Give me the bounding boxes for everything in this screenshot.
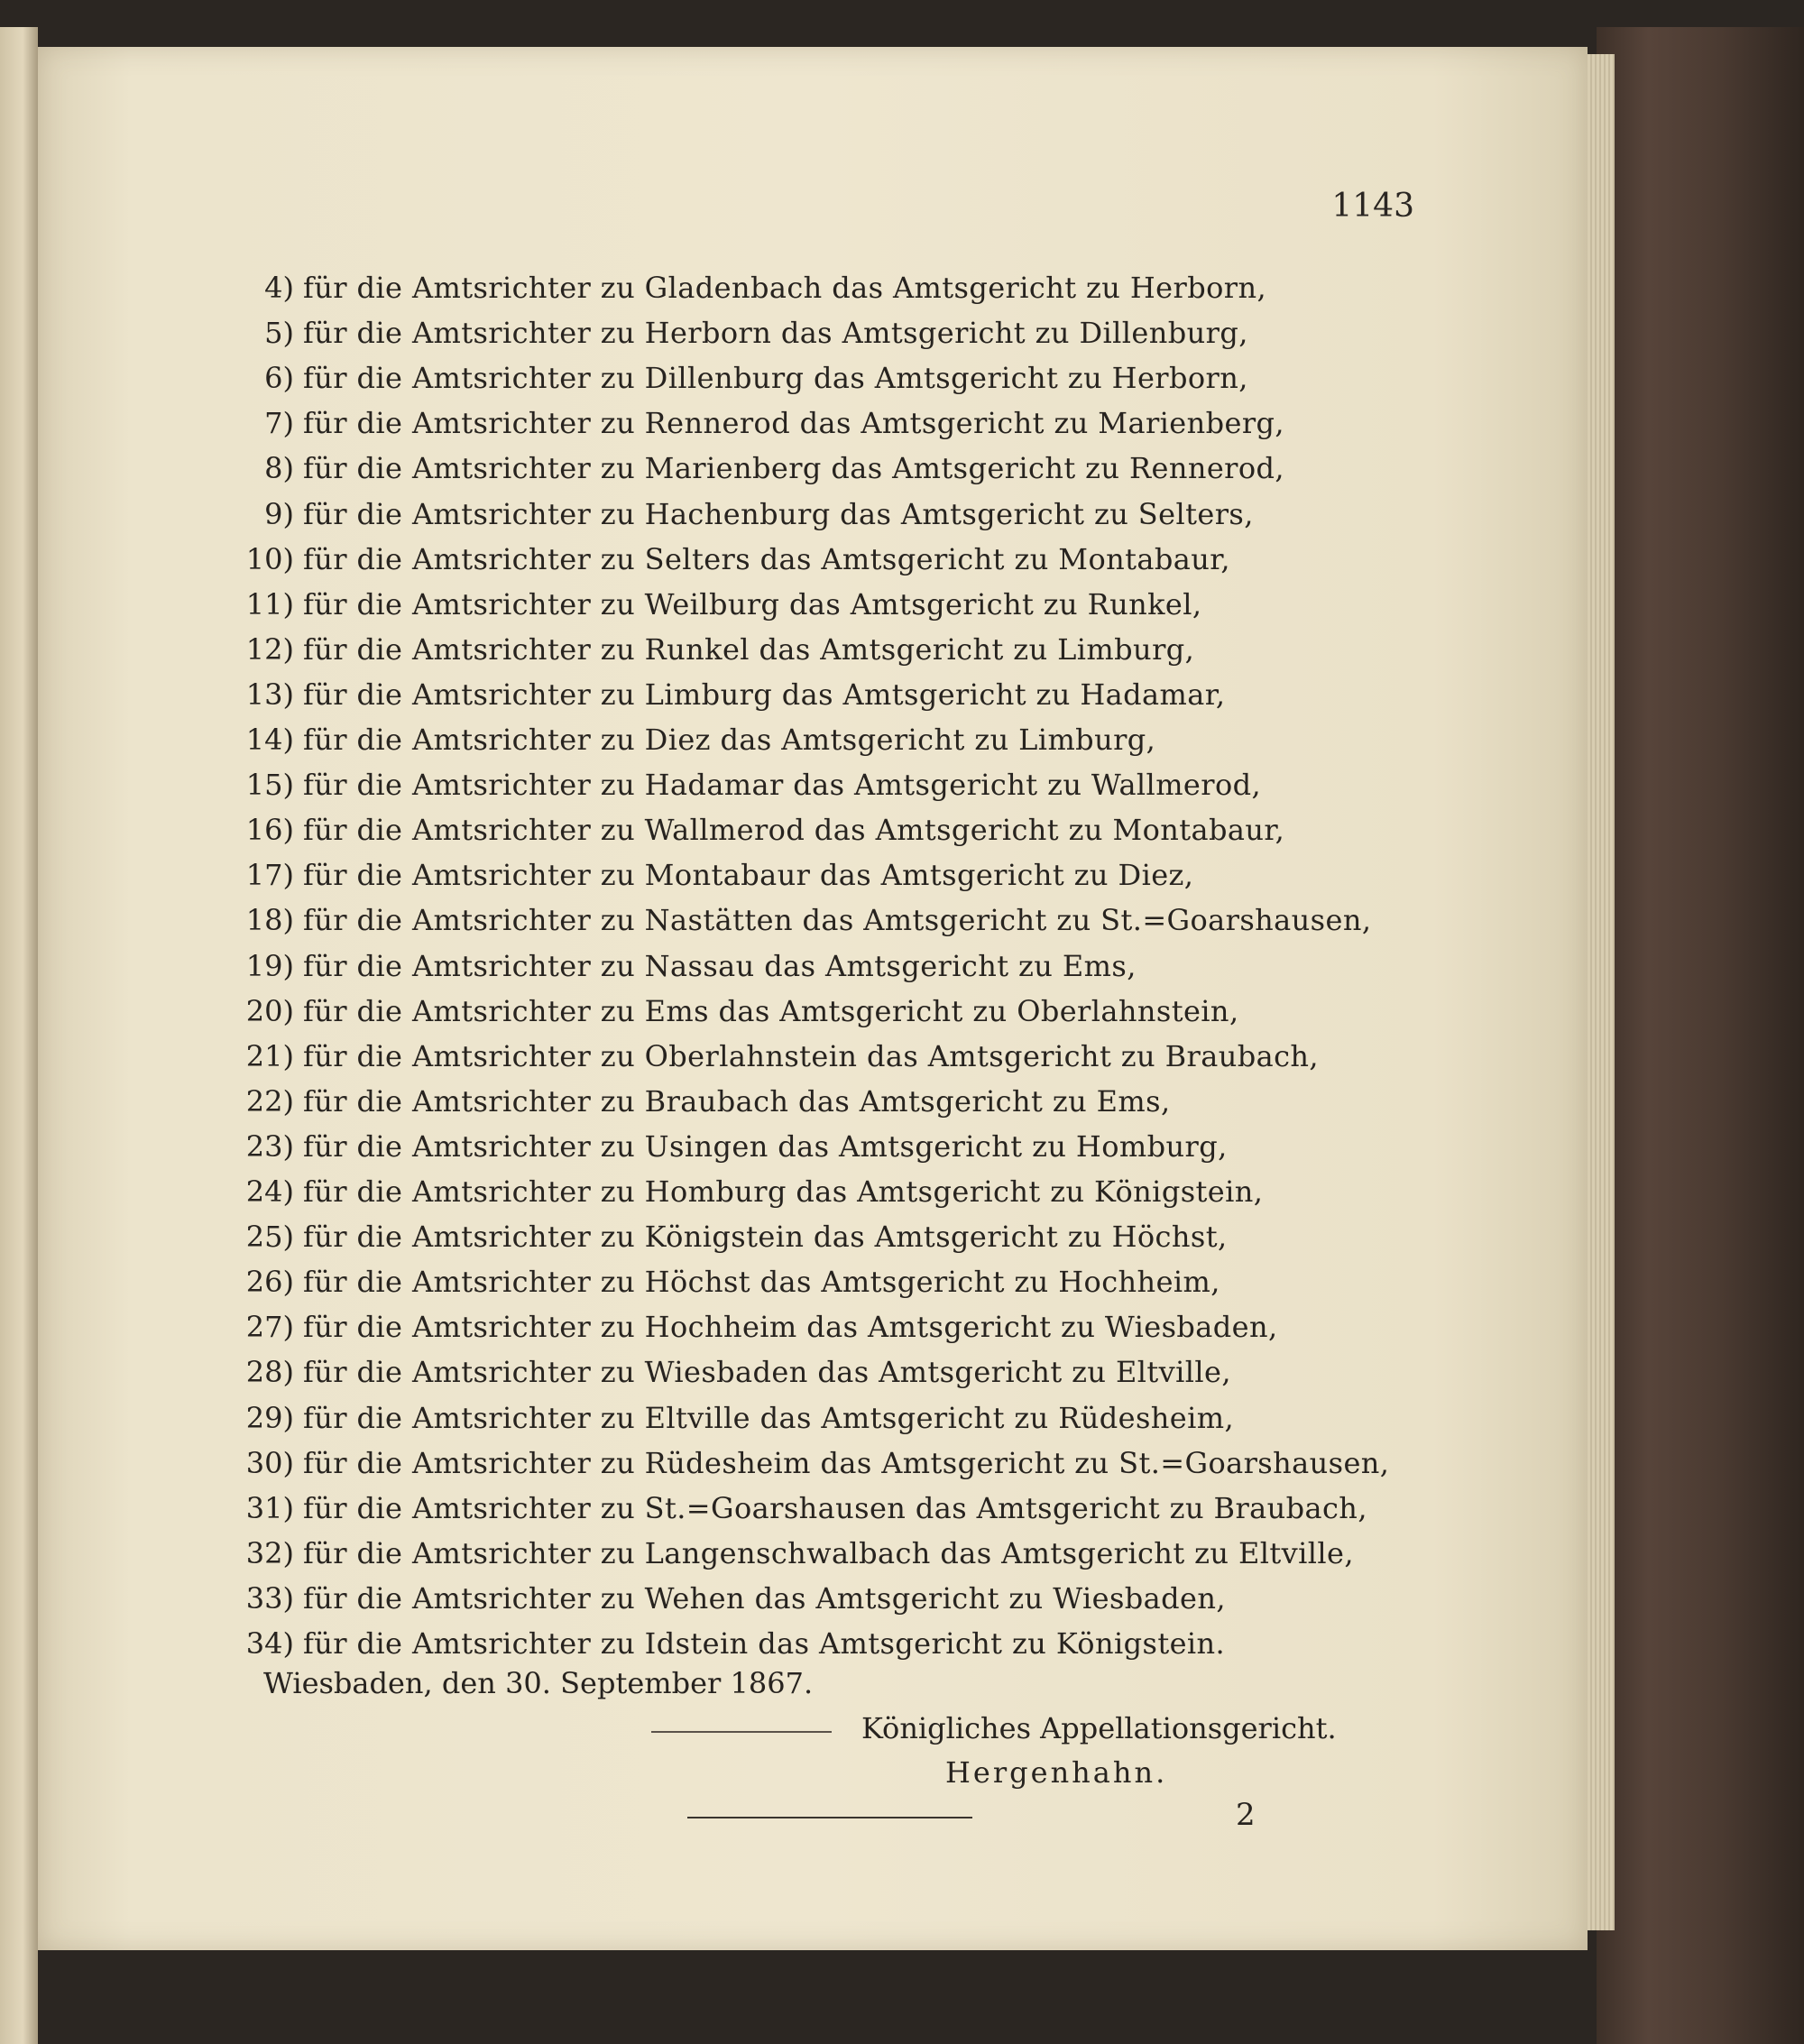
item-text: für die Amtsrichter zu Braubach das Amtsgericht zu Ems, (303, 1084, 1171, 1119)
item-number: 18) (245, 903, 294, 937)
item-number: 16) (245, 813, 294, 847)
item-text: für die Amtsrichter zu Nastätten das Amtsgericht zu St.=Goarshausen, (303, 903, 1372, 937)
item-text: für die Amtsrichter zu Dillenburg das Amtsgericht zu Herborn, (303, 361, 1248, 395)
item-number: 8) (264, 451, 294, 485)
court-name: Königliches Appellationsgericht. (861, 1711, 1337, 1745)
list-item (226, 719, 1155, 760)
page-number: 1143 (1331, 188, 1414, 225)
item-text: für die Amtsrichter zu Langenschwalbach das Amtsgericht zu Eltville, (303, 1536, 1354, 1570)
item-text: für die Amtsrichter zu Usingen das Amtsgericht zu Homburg, (303, 1129, 1228, 1164)
signer-name: Hergenhahn. (945, 1755, 1168, 1790)
item-text: für die Amtsrichter zu Rüdesheim das Amtsgericht zu St.=Goarshausen, (303, 1446, 1390, 1480)
item-text: für die Amtsrichter zu Limburg das Amtsgericht zu Hadamar, (303, 677, 1226, 712)
item-text: für die Amtsrichter zu Gladenbach das Amtsgericht zu Herborn, (303, 271, 1267, 305)
item-text: für die Amtsrichter zu Rennerod das Amtsgericht zu Marienberg, (303, 406, 1285, 440)
item-text: für die Amtsrichter zu Montabaur das Amtsgericht zu Diez, (303, 858, 1194, 892)
list-item (226, 1081, 1171, 1122)
list-item (226, 1171, 1263, 1212)
item-text: für die Amtsrichter zu Hochheim das Amtsgericht zu Wiesbaden, (303, 1310, 1278, 1344)
list-item (226, 402, 1284, 444)
list-item (226, 584, 1201, 625)
item-number: 11) (245, 587, 294, 621)
item-number: 23) (245, 1129, 294, 1164)
list-item (226, 1533, 1354, 1574)
item-number: 10) (245, 542, 294, 576)
list-item (226, 1261, 1220, 1303)
item-number: 27) (245, 1310, 294, 1344)
item-text: für die Amtsrichter zu Selters das Amtsgericht zu Montabaur, (303, 542, 1230, 576)
item-text: für die Amtsrichter zu Wallmerod das Amtsgericht zu Montabaur, (303, 813, 1285, 847)
item-number: 25) (245, 1220, 294, 1254)
list-item (226, 1578, 1226, 1619)
list-item (226, 1623, 1225, 1664)
item-number: 15) (245, 768, 294, 802)
list-item (226, 1351, 1231, 1393)
item-number: 33) (245, 1581, 294, 1616)
item-text: für die Amtsrichter zu Nassau das Amtsgericht zu Ems, (303, 949, 1137, 983)
list-item (226, 1036, 1319, 1077)
list-item (226, 674, 1226, 715)
item-number: 30) (245, 1446, 294, 1480)
list-item (226, 447, 1284, 489)
book-cover (1597, 27, 1804, 2044)
sheet-number: 2 (1236, 1797, 1256, 1833)
item-text: für die Amtsrichter zu Idstein das Amtsgericht zu Königstein. (303, 1626, 1226, 1661)
date-line: Wiesbaden, den 30. September 1867. (263, 1666, 814, 1700)
item-number: 21) (245, 1039, 294, 1073)
item-number: 32) (245, 1536, 294, 1570)
item-number: 24) (245, 1174, 294, 1209)
item-text: für die Amtsrichter zu Königstein das Amtsgericht zu Höchst, (303, 1220, 1228, 1254)
item-text: für die Amtsrichter zu Homburg das Amtsgericht zu Königstein, (303, 1174, 1264, 1209)
item-text: für die Amtsrichter zu Ems das Amtsgericht zu Oberlahnstein, (303, 994, 1239, 1028)
item-text: für die Amtsrichter zu Marienberg das Amtsgericht zu Rennerod, (303, 451, 1285, 485)
item-number: 34) (245, 1626, 294, 1661)
item-number: 7) (264, 406, 294, 440)
item-number: 20) (245, 994, 294, 1028)
list-item (226, 539, 1230, 580)
item-number: 5) (264, 316, 294, 350)
item-text: für die Amtsrichter zu Wehen das Amtsgericht zu Wiesbaden, (303, 1581, 1226, 1616)
list-item (226, 1216, 1228, 1257)
list-item (226, 267, 1266, 308)
item-text: für die Amtsrichter zu Höchst das Amtsgericht zu Hochheim, (303, 1265, 1220, 1299)
list-item (226, 493, 1254, 535)
list-item (226, 1487, 1367, 1529)
item-text: für die Amtsrichter zu St.=Goarshausen das Amtsgericht zu Braubach, (303, 1491, 1367, 1525)
item-text: für die Amtsrichter zu Runkel das Amtsgericht zu Limburg, (303, 632, 1195, 667)
list-item (226, 1306, 1278, 1348)
list-item (226, 1126, 1228, 1167)
list-item (226, 1442, 1389, 1484)
item-number: 26) (245, 1265, 294, 1299)
list-item (226, 990, 1239, 1032)
item-text: für die Amtsrichter zu Herborn das Amtsgericht zu Dillenburg, (303, 316, 1248, 350)
list-item (226, 899, 1371, 941)
list-item (226, 945, 1137, 987)
item-text: für die Amtsrichter zu Hadamar das Amtsgericht zu Wallmerod, (303, 768, 1262, 802)
item-text: für die Amtsrichter zu Eltville das Amtsgericht zu Rüdesheim, (303, 1401, 1235, 1435)
item-text: für die Amtsrichter zu Diez das Amtsgericht zu Limburg, (303, 723, 1156, 757)
list-item (226, 764, 1261, 806)
item-number: 14) (245, 723, 294, 757)
item-number: 6) (264, 361, 294, 395)
item-text: für die Amtsrichter zu Wiesbaden das Amtsgericht zu Eltville, (303, 1355, 1231, 1389)
item-text: für die Amtsrichter zu Weilburg das Amtsgericht zu Runkel, (303, 587, 1202, 621)
item-number: 28) (245, 1355, 294, 1389)
item-number: 9) (264, 497, 294, 531)
item-number: 19) (245, 949, 294, 983)
item-number: 4) (264, 271, 294, 305)
item-text: für die Amtsrichter zu Oberlahnstein das Amtsgericht zu Braubach, (303, 1039, 1319, 1073)
item-number: 12) (245, 632, 294, 667)
item-number: 13) (245, 677, 294, 712)
item-number: 17) (245, 858, 294, 892)
list-item (226, 854, 1193, 896)
item-number: 31) (245, 1491, 294, 1525)
list-item (226, 357, 1248, 399)
item-number: 29) (245, 1401, 294, 1435)
item-text: für die Amtsrichter zu Hachenburg das Amtsgericht zu Selters, (303, 497, 1254, 531)
list-item (226, 312, 1248, 354)
signature-dash (651, 1731, 832, 1733)
item-number: 22) (245, 1084, 294, 1119)
list-item (226, 1397, 1234, 1439)
list-item (226, 809, 1284, 851)
footer-rule (687, 1817, 972, 1818)
list-item (226, 629, 1194, 670)
